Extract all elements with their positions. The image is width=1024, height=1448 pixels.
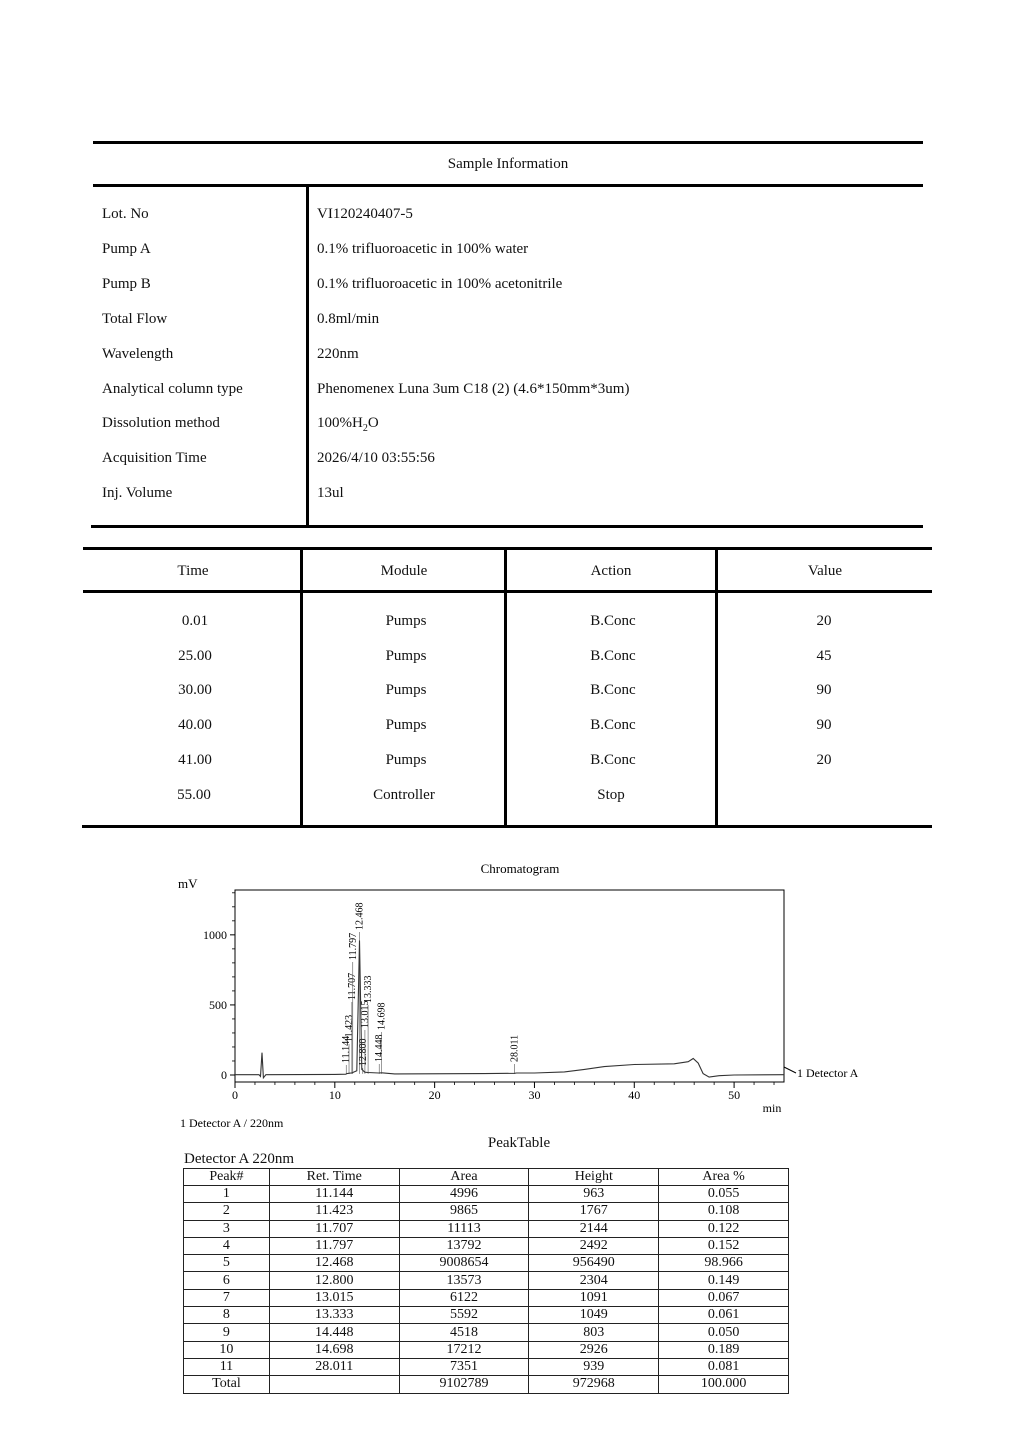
cell-ret-time: 14.448	[269, 1324, 399, 1341]
acquisition-time-value: 2026/4/10 03:55:56	[317, 450, 435, 466]
total-flow-value: 0.8ml/min	[317, 311, 380, 327]
cell-height: 963	[529, 1186, 659, 1203]
cell-ret-time: 13.015	[269, 1289, 399, 1306]
cell-ret-time: 11.797	[269, 1237, 399, 1254]
wavelength-value: 220nm	[317, 346, 359, 362]
program-cell-module: Pumps	[385, 717, 427, 733]
cell-ret-time: 12.800	[269, 1272, 399, 1289]
program-cell-action: Stop	[597, 787, 625, 803]
peak-table-body	[184, 1186, 789, 1394]
program-cell-action: B.Conc	[590, 752, 636, 768]
cell-area: 9865	[399, 1203, 529, 1220]
cell-area: 6122	[399, 1289, 529, 1306]
x-axis	[232, 1082, 774, 1102]
peak-label: 13.015	[359, 1000, 371, 1028]
cell-ret-time: 11.707	[269, 1220, 399, 1237]
series-leader	[784, 1067, 796, 1073]
inj-volume-value: 13ul	[317, 485, 344, 501]
program-header-module: Module	[380, 563, 428, 579]
y-axis-label: mV	[178, 876, 198, 891]
pump-b-label: Pump B	[102, 276, 151, 292]
cell-peak-no: 9	[184, 1324, 270, 1341]
peak-label: 11.797	[347, 932, 359, 960]
program-header-value: Value	[807, 563, 843, 579]
cell-height: 1049	[529, 1307, 659, 1324]
cell-peak-no: 5	[184, 1255, 270, 1272]
program-cell-action: B.Conc	[590, 648, 636, 664]
column-type-label: Analytical column type	[102, 381, 243, 397]
program-cell-time: 30.00	[178, 682, 212, 698]
cell-area: 13573	[399, 1272, 529, 1289]
x-tick-label: 20	[428, 1088, 441, 1102]
y-tick-label: 1000	[203, 927, 227, 942]
program-cell-value: 90	[816, 682, 832, 698]
total-row	[184, 1376, 789, 1393]
x-tick-label: 10	[328, 1088, 341, 1102]
x-tick-label: 50	[728, 1088, 741, 1102]
cell-area: 4996	[399, 1186, 529, 1203]
pump-a-label: Pump A	[102, 241, 151, 257]
cell-area-pct: 98.966	[659, 1255, 789, 1272]
cell-peak-no: 1	[184, 1186, 270, 1203]
wavelength-label: Wavelength	[102, 346, 174, 362]
peak-label: 12.800	[357, 1038, 369, 1066]
program-cell-time: 41.00	[178, 752, 212, 768]
program-cell-module: Pumps	[385, 613, 427, 629]
program-cell-time: 0.01	[181, 613, 209, 629]
table-row	[184, 1255, 789, 1272]
cell-height: 2492	[529, 1237, 659, 1254]
pump-b-value: 0.1% trifluoroacetic in 100% acetonitrile	[317, 276, 563, 292]
cell-height: 2926	[529, 1341, 659, 1358]
header-area-pct: Area %	[659, 1169, 789, 1186]
program-cell-module: Controller	[373, 787, 435, 803]
program-cell-value: 45	[816, 648, 832, 664]
cell-area-pct: 0.152	[659, 1237, 789, 1254]
cell-area: 17212	[399, 1341, 529, 1358]
total-area: 9102789	[399, 1376, 529, 1393]
cell-area: 7351	[399, 1358, 529, 1375]
peak-label: 28.011	[509, 1034, 521, 1062]
cell-peak-no: 8	[184, 1307, 270, 1324]
program-cell-value: 90	[816, 717, 832, 733]
inj-volume-label: Inj. Volume	[102, 485, 173, 501]
table-row	[184, 1272, 789, 1289]
cell-ret-time: 12.468	[269, 1255, 399, 1272]
program-cell-action: B.Conc	[590, 613, 636, 629]
sample-info-title: Sample Information	[447, 156, 569, 172]
program-cell-time: 40.00	[178, 717, 212, 733]
lot-no-value: VI120240407-5	[317, 206, 413, 222]
cell-height: 2144	[529, 1220, 659, 1237]
program-cell-action: B.Conc	[590, 717, 636, 733]
acquisition-time-label: Acquisition Time	[102, 450, 207, 466]
cell-area: 13792	[399, 1237, 529, 1254]
cell-area: 11113	[399, 1220, 529, 1237]
dissolution-suffix: O	[367, 415, 379, 431]
peak-table	[183, 1168, 789, 1394]
cell-height: 803	[529, 1324, 659, 1341]
y-tick-label: 500	[209, 997, 227, 1012]
total-peak-no: Total	[184, 1376, 270, 1393]
cell-area-pct: 0.189	[659, 1341, 789, 1358]
program-cell-module: Pumps	[385, 752, 427, 768]
cell-area-pct: 0.081	[659, 1358, 789, 1375]
cell-area: 4518	[399, 1324, 529, 1341]
cell-ret-time: 28.011	[269, 1358, 399, 1375]
series-label: 1 Detector A	[797, 1066, 859, 1080]
program-cell-module: Pumps	[385, 682, 427, 698]
cell-height: 1767	[529, 1203, 659, 1220]
cell-peak-no: 10	[184, 1341, 270, 1358]
program-cell-action: B.Conc	[590, 682, 636, 698]
cell-ret-time: 11.423	[269, 1203, 399, 1220]
cell-area: 5592	[399, 1307, 529, 1324]
cell-peak-no: 11	[184, 1358, 270, 1375]
header-peak-no: Peak#	[184, 1169, 270, 1186]
x-tick-label: 0	[232, 1088, 238, 1102]
peak-label: 14.698	[376, 1002, 388, 1030]
peak-table-header	[184, 1169, 789, 1186]
cell-height: 956490	[529, 1255, 659, 1272]
cell-area-pct: 0.061	[659, 1307, 789, 1324]
program-cell-time: 55.00	[177, 787, 211, 803]
cell-area-pct: 0.050	[659, 1324, 789, 1341]
cell-area-pct: 0.067	[659, 1289, 789, 1306]
cell-area-pct: 0.108	[659, 1203, 789, 1220]
total-ret-time	[269, 1376, 399, 1393]
header-height: Height	[529, 1169, 659, 1186]
header-area: Area	[399, 1169, 529, 1186]
peak-label: 14.448	[374, 1034, 386, 1062]
cell-peak-no: 4	[184, 1237, 270, 1254]
table-row	[184, 1324, 789, 1341]
table-row	[184, 1358, 789, 1375]
total-height: 972968	[529, 1376, 659, 1393]
cell-area-pct: 0.149	[659, 1272, 789, 1289]
table-row	[184, 1186, 789, 1203]
cell-ret-time: 13.333	[269, 1307, 399, 1324]
cell-peak-no: 7	[184, 1289, 270, 1306]
cell-ret-time: 14.698	[269, 1341, 399, 1358]
dissolution-prefix: 100%H	[317, 415, 363, 431]
cell-height: 2304	[529, 1272, 659, 1289]
peak-label: 12.468	[354, 902, 366, 930]
peak-label: 11.423	[344, 1014, 356, 1042]
cell-area: 9008654	[399, 1255, 529, 1272]
program-header-time: Time	[177, 563, 209, 579]
table-row	[184, 1341, 789, 1358]
total-flow-label: Total Flow	[102, 311, 168, 327]
cell-area-pct: 0.055	[659, 1186, 789, 1203]
peak-labels	[341, 903, 520, 1074]
cell-peak-no: 6	[184, 1272, 270, 1289]
peak-table-detector: Detector A 220nm	[184, 1151, 294, 1167]
x-tick-label: 40	[628, 1088, 641, 1102]
cell-height: 939	[529, 1358, 659, 1375]
x-tick-label: 30	[528, 1088, 541, 1102]
total-area-pct: 100.000	[659, 1376, 789, 1393]
dissolution-label: Dissolution method	[102, 415, 220, 431]
program-cell-value: 20	[816, 752, 832, 768]
y-axis	[203, 893, 235, 1082]
column-type-value: Phenomenex Luna 3um C18 (2) (4.6*150mm*3um)	[317, 381, 630, 397]
program-cell-time: 25.00	[178, 648, 212, 664]
dissolution-subscript: 2	[362, 423, 368, 434]
cell-area-pct: 0.122	[659, 1220, 789, 1237]
table-row	[184, 1203, 789, 1220]
peak-label: 13.333	[363, 975, 375, 1003]
program-cell-module: Pumps	[385, 648, 427, 664]
table-row	[184, 1289, 789, 1306]
peak-table-title: PeakTable	[487, 1135, 551, 1151]
detector-footer: 1 Detector A / 220nm	[180, 1116, 284, 1130]
table-row	[184, 1237, 789, 1254]
cell-peak-no: 3	[184, 1220, 270, 1237]
program-header-action: Action	[590, 563, 632, 579]
pump-a-value: 0.1% trifluoroacetic in 100% water	[317, 241, 529, 257]
program-cell-value: 20	[816, 613, 832, 629]
table-row	[184, 1307, 789, 1324]
lot-no-label: Lot. No	[102, 206, 149, 222]
table-row	[184, 1220, 789, 1237]
x-axis-label: min	[762, 1101, 782, 1115]
cell-ret-time: 11.144	[269, 1186, 399, 1203]
cell-height: 1091	[529, 1289, 659, 1306]
header-ret-time: Ret. Time	[269, 1169, 399, 1186]
peak-label: 11.144	[341, 1035, 353, 1063]
cell-peak-no: 2	[184, 1203, 270, 1220]
chart-title: Chromatogram	[480, 861, 560, 876]
y-tick-label: 0	[221, 1067, 227, 1082]
peak-label: 11.707	[346, 972, 358, 1000]
